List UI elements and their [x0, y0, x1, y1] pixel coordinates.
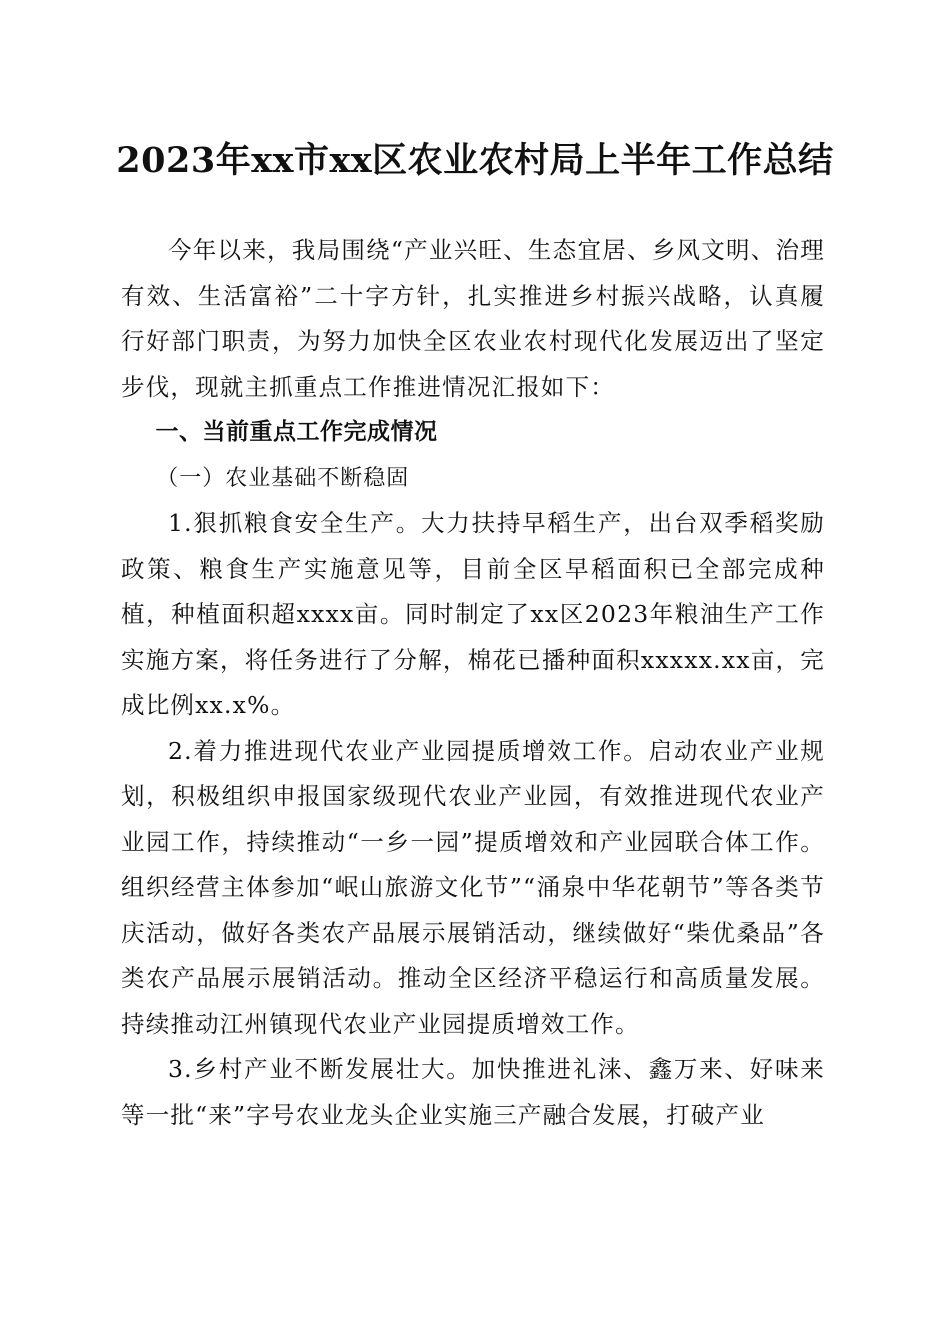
paragraph-item-1: 1.狠抓粮食安全生产。大力扶持早稻生产，出台双季稻奖励政策、粮食生产实施意见等，目前全区早稻面积已全部完成种植，种植面积超xxxx亩。同时制定了xx区2023年粮油生产工作实施方案，将任务进行了分解，棉花已播种面积xxxxx.xx亩，完成比例xx.x%。	[121, 509, 825, 719]
document-title: 2023年xx市xx区农业农村局上半年工作总结	[116, 140, 834, 181]
paragraph-item-3: 3.乡村产业不断发展壮大。加快推进礼涞、鑫万来、好味来等一批“来”字号农业龙头企业实施三产融合发展，打破产业	[121, 1055, 825, 1129]
subsection-heading-1: （一）农业基础不断稳固	[156, 465, 410, 491]
document-body	[121, 228, 825, 1138]
intro-paragraph: 今年以来，我局围绕“产业兴旺、生态宜居、乡风文明、治理有效、生活富裕”二十字方针，扎实推进乡村振兴战略，认真履行好部门职责，为努力加快全区农业农村现代化发展迈出了坚定步伐，现就主抓重点工作推进情况汇报如下：	[121, 236, 825, 401]
section-heading-1: 一、当前重点工作完成情况	[155, 419, 438, 445]
paragraph-item-2: 2.着力推进现代农业产业园提质增效工作。启动农业产业规划，积极组织申报国家级现代农业产业园，有效推进现代农业产业园工作，持续推动“一乡一园”提质增效和产业园联合体工作。组织经营主体参加“岷山旅游文化节”“涌泉中华花朝节”等各类节庆活动，做好各类农产品展示展销活动，继续做好“柴优桑品”各类农产品展示展销活动。推动全区经济平稳运行和高质量发展。持续推动江州镇现代农业产业园提质增效工作。	[121, 736, 825, 1038]
